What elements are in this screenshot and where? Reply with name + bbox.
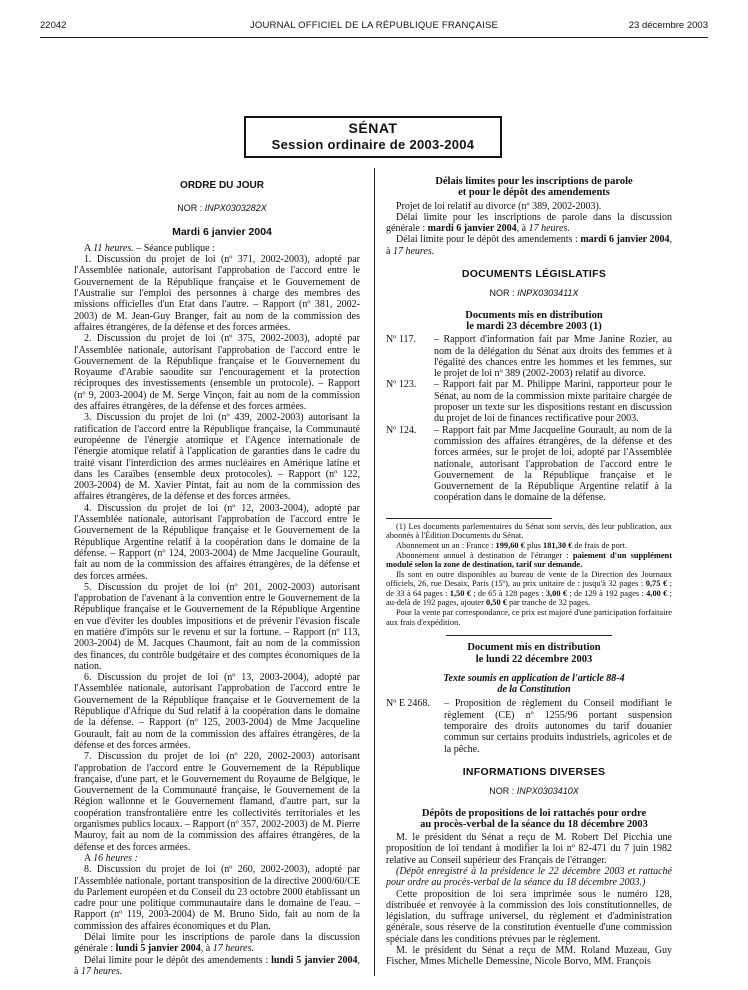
deadline-text: Délai limite pour les inscriptions de parole dans la discussion générale : [74, 932, 360, 955]
nor-line [74, 203, 360, 214]
document-text: – Rapport fait par M. Philippe Marini, rapporteur pour le Sénat, au nom de la commission mixte paritaire chargée de proposer un texte sur les dispositions restant en discussion du projet de loi de finances rectificative pour 2003. [434, 379, 672, 425]
section-rule [446, 635, 612, 636]
document-117 [386, 334, 672, 379]
limits-amendments [386, 234, 672, 257]
header-date: 23 décembre 2003 [628, 20, 708, 31]
deadline-time: 17 heures. [80, 965, 123, 977]
nor-code: INPX0303410X [516, 786, 579, 797]
docs-nor-line [386, 288, 672, 299]
docs-heading: DOCUMENTS LÉGISLATIFS [461, 268, 607, 281]
footnote-prices [386, 570, 672, 608]
limits-project: Projet de loi relatif au divorce (nº 389, 2002-2003). [396, 200, 602, 212]
depots-paragraph-3: Cette proposition de loi sera imprimée sous le numéro 128, distribuée et renvoyée à la commission des lois constitutionnelles, de législation, du suffrage universel, du règlement et d'administration générale, sous réserve de la constitution éventuelle d'une commission spéciale dans les conditions prévues par le règlement. [386, 888, 672, 945]
document-text: – Rapport fait par Mme Jacqueline Gourault, au nom de la commission des affaires étrangères, de la défense et des forces armées, sur le projet de loi, adopté par l'Assemblée nationale, autorisant l'approbation de l'accord entre le Gouvernement de la République française et le Gouvernement de la République Argentine relatif à la coopération dans le domaine de la défense. [434, 424, 672, 504]
fn-price: 0,50 € [486, 598, 507, 608]
depots-heading-2: au procès-verbal de la séance du 18 décembre 2003 [420, 818, 648, 830]
nor-label: NOR : [489, 288, 515, 299]
document-number: Nº 117. [386, 334, 416, 346]
nor-code: INPX0303411X [517, 288, 579, 299]
footnote-1: (1) Les documents parlementaires du Sénat sont servis, dès leur publication, aux abonnés à l'Édition Documents du Sénat. [386, 521, 672, 541]
page-header [40, 20, 708, 36]
right-column [386, 176, 672, 968]
dist-sub-1: Document mis en distribution [467, 642, 601, 654]
fn-text: ; de 65 à 128 pages : [470, 588, 546, 598]
ordre-du-jour-heading: ORDRE DU JOUR [180, 180, 264, 191]
document-number: Nº 124. [386, 424, 417, 436]
document-number: Nº 123. [386, 379, 417, 391]
footnote [386, 522, 672, 628]
time-11h [74, 243, 360, 254]
document-text: – Rapport d'information fait par Mme Janine Rozier, au nom de la délégation du Sénat aux droits des femmes et à l'égalité des chances entre les hommes et les femmes, sur le projet de loi nº 389 (2002-2003) relatif au divorce. [434, 334, 672, 380]
info-nor-line [386, 786, 672, 797]
depots-paragraph-1: M. le président du Sénat a reçu de M. Robert Del Picchia une proposition de loi tendant à modifier la loi nº 82-471 du 7 juin 1982 relative au Conseil supérieur des Français de l'étranger. [386, 832, 672, 866]
fn-text: ; de 33 à 64 pages : [386, 579, 673, 598]
deadline-amendments [74, 955, 360, 978]
docs-sub-2: le mardi 23 décembre 2003 (1) [466, 320, 602, 332]
fn-price: 181,30 € [543, 540, 573, 550]
document-124 [386, 425, 672, 504]
deadline-date: lundi 5 janvier 2004 [271, 954, 358, 966]
footnote-abroad [386, 551, 672, 570]
fn-text: de frais de port. [572, 540, 627, 550]
deadline-date: lundi 5 janvier 2004 [115, 943, 201, 955]
fn-text: ; de 129 à 192 pages : [567, 588, 647, 598]
title-box [244, 116, 502, 158]
nor-label: NOR : [177, 203, 203, 214]
fn-text: plus [524, 540, 544, 550]
limits-speech [386, 212, 672, 235]
limits-date: mardi 6 janvier 2004 [427, 223, 517, 235]
title: SÉNAT [348, 120, 398, 136]
fn-price: 0,75 € [645, 579, 668, 589]
agenda-item-6: 6. Discussion du projet de loi (nº 13, 2003-2004), adopté par l'Assemblée nationale, autorisant l'approbation de l'accord entre le Gouvernement de la République française et le Gouvernement de la République d'Afrique du Sud relatif à la coopération dans le domaine de la défense. – Rapport (nº 125, 2003-2004) de Mme Jacqueline Gourault, fait au nom de la commission des affaires étrangères, de la défense et des forces armées. [74, 672, 360, 751]
agenda-item-5: 5. Discussion du projet de loi (nº 201, 2002-2003) autorisant l'approbation de l'avenant à la convention entre le Gouvernement de la République française et le Gouvernement de la République Argentine en vue d'éviter les doubles impositions et de prévenir l'évasion fiscale en matière d'impôts sur le revenu et sur la fortune. – Rapport (nº 113, 2003-2004) de M. Jacques Chaumont, fait au nom de la commission des finances, du contrôle budgétaire et des comptes économiques de la nation. [74, 581, 360, 672]
deadline-speech [74, 932, 360, 955]
limits-text: Délai limite pour le dépôt des amendements : [396, 234, 581, 246]
texte-heading-1: Texte soumis en application de l'article 88-4 [443, 672, 625, 684]
agenda-item-8: 8. Discussion du projet de loi (nº 260, 2002-2003), adopté par l'Assemblée nationale, portant transposition de la directive 2000/60/CE du Parlement européen et du Conseil du 23 octobre 2000 établissant un cadre pour une politique communautaire dans le domaine de l'eau. – Rapport (nº 119, 2003-2004) de M. Bruno Sido, fait au nom de la commission des affaires économiques et du Plan. [74, 864, 360, 932]
left-column [74, 176, 360, 977]
fn-price: 1,50 € [449, 588, 471, 598]
fn-text: par tranche de 32 pages. [506, 598, 591, 608]
deadline-sep: , à [74, 954, 361, 977]
agenda-item-4: 4. Discussion du projet de loi (nº 12, 2003-2004), adopté par l'Assemblée nationale, autorisant l'approbation de l'accord entre le Gouvernement de la République française et le Gouvernement de la République Argentine relatif à la coopération dans le domaine de la défense. – Rapport (nº 124, 2003-2004) de Mme Jacqueline Gourault, fait au nom de la commission des affaires étrangères, de la défense et des forces armées. [74, 502, 360, 582]
fn-price: 3,00 € [545, 588, 568, 598]
time-16h [74, 853, 360, 864]
fn-bold: paiement d'un supplément modulé selon la zone de destination, tarif sur demande. [386, 550, 672, 570]
limits-text: Délai limite pour les inscriptions de parole dans la discussion générale : [386, 211, 672, 235]
column-divider [374, 168, 375, 976]
document-number: Nº E 2468. [386, 698, 430, 710]
header-rule [40, 37, 708, 38]
limits-sep: , à [516, 223, 529, 235]
limits-time: 17 heures. [528, 223, 570, 235]
document-text: – Proposition de règlement du Conseil modifiant le règlement (CE) nº 1255/96 portant suspension temporaire des droits autonomes du tarif douanier commun sur certains produits industriels, agricoles et de la pêche. [444, 698, 672, 755]
time-value: 16 heures : [93, 852, 138, 864]
journal-title: JOURNAL OFFICIEL DE LA RÉPUBLIQUE FRANÇAISE [249, 20, 499, 31]
fn-price: 199,60 € [495, 540, 525, 550]
subtitle: Session ordinaire de 2003-2004 [271, 137, 475, 152]
docs-sub-1: Documents mis en distribution [465, 309, 603, 321]
agenda-item-1: 1. Discussion du projet de loi (nº 371, 2002-2003), adopté par l'Assemblée nationale, autorisant l'approbation de l'accord entre le Gouvernement de la République française et le Gouvernement de l'Australie sur l'emploi des personnes à charge des membres des missions officielles d'un Etat dans l'autre. – Rapport (nº 381, 2002-2003) de M. Jean-Guy Branger, fait au nom de la commission des affaires étrangères, de la défense et des forces armées. [74, 254, 360, 333]
deadline-text: Délai limite pour le dépôt des amendements : [84, 954, 272, 966]
document-e2468 [386, 698, 672, 754]
depots-heading-1: Dépôts de propositions de loi rattachés pour ordre [421, 807, 647, 819]
date-heading: Mardi 6 janvier 2004 [172, 225, 272, 238]
agenda-item-2: 2. Discussion du projet de loi (nº 375, 2002-2003), adopté par l'Assemblée nationale, autorisant l'approbation de l'accord entre le Gouvernement de la République française et le Gouvernement du Royaume d'Arabie saoudite sur l'encouragement et la protection réciproques des investissements (ensemble un protocole). – Rapport (nº 9, 2003-2004) de M. Serge Vinçon, fait au nom de la commission des affaires étrangères, de la défense et des forces armées. [74, 333, 360, 413]
fn-text: Abonnement un an : France : [396, 540, 496, 550]
limits-heading-1: Délais limites pour les inscriptions de parole [435, 176, 633, 187]
deadline-sep: , à [200, 943, 213, 955]
depots-paragraph-4: M. le président du Sénat a reçu de MM. Roland Muzeau, Guy Fischer, Mmes Michelle Demessine, Nicole Borvo, MM. François [386, 945, 672, 968]
time-suffix: – Séance publique : [133, 242, 215, 254]
fn-text: Ils sont en outre disponibles au bureau de vente de la Direction des Journaux officiels, 26, rue Desaix, Paris (15º), au prix unitaire de : jusqu'à 32 pages : [386, 569, 672, 589]
dist-sub-2: le lundi 22 décembre 2003 [475, 653, 593, 665]
footnote-mail: Pour la vente par correspondance, ce prix est majoré d'une participation forfaitaire aux frais d'expédition. [386, 608, 672, 627]
fn-price: 4,00 € [646, 588, 668, 598]
limits-date: mardi 6 janvier 2004 [580, 234, 670, 246]
info-heading: INFORMATIONS DIVERSES [462, 765, 606, 778]
limits-time: 17 heures. [392, 245, 435, 257]
time-prefix: A [84, 242, 94, 254]
limits-sep: , à [386, 234, 672, 257]
document-123 [386, 379, 672, 424]
footnote-subscription [386, 541, 672, 551]
fn-text: ; au-delà de 192 pages, ajouter [386, 588, 673, 608]
page-number: 22042 [40, 20, 67, 31]
texte-heading-2: de la Constitution [497, 684, 571, 696]
footnote-rule [386, 518, 552, 519]
fn-text: Abonnement annuel à destination de l'étranger : [396, 550, 573, 560]
nor-code: INPX0303282X [204, 203, 267, 214]
limits-heading-2: et pour le dépôt des amendements [458, 187, 610, 199]
time-prefix: A [84, 852, 94, 864]
agenda-item-3: 3. Discussion du projet de loi (nº 439, 2002-2003) autorisant la ratification de l'accord entre la République française, la Communauté européenne de l'énergie atomique et l'Agence internationale de l'énergie atomique relatif à l'application de garanties dans le cadre du traité visant l'interdiction des armes nucléaires en Amérique latine et dans les Caraïbes (ensemble deux protocoles). – Rapport (nº 122, 2003-2004) de M. Xavier Pintat, fait au nom de la commission des affaires étrangères, de la défense et des forces armées. [74, 412, 360, 503]
depots-paragraph-2: (Dépôt enregistré à la présidence le 22 décembre 2003 et rattaché pour ordre au procès-verbal de la séance du 18 décembre 2003.) [386, 866, 672, 889]
agenda-item-7: 7. Discussion du projet de loi (nº 220, 2002-2003) autorisant l'approbation de l'accord entre le Gouvernement de la République française, d'une part, et le Gouvernement du Royaume de Belgique, le Gouvernement de la Communauté française, le Gouvernement de la Région wallonne et le Gouvernement flamand, d'autre part, sur la coopération transfrontalière entre les collectivités territoriales et les organismes publics locaux. – Rapport (nº 357, 2002-2003) de M. Pierre Mauroy, fait au nom de la commission des affaires étrangères, de la défense et des forces armées. [74, 751, 360, 853]
deadline-time: 17 heures. [212, 943, 254, 955]
time-value: 11 heures. [93, 242, 134, 254]
nor-label: NOR : [489, 786, 515, 797]
